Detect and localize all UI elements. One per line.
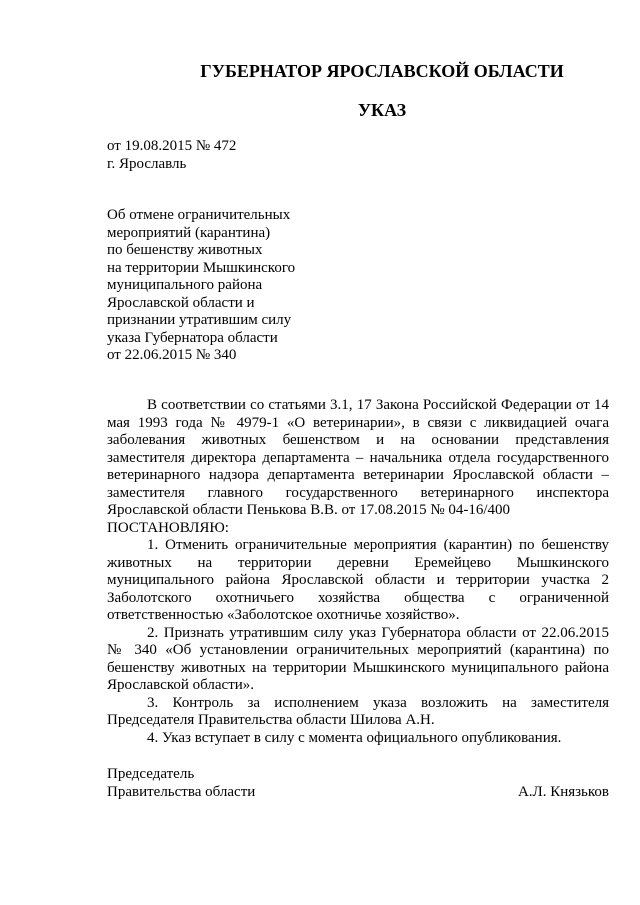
clause-2: 2. Признать утратившим силу указ Губернатора области от 22.06.2015 № 340 «Об установлении ограничительных мероприятий (карантина) по бешенству животных на территории Мышкинского муниципального района Ярославской области». (107, 624, 609, 693)
signatory-title-line-1: Председатель (107, 766, 195, 782)
subject-line: по бешенству животных (107, 242, 263, 258)
signature-block (107, 766, 609, 801)
document-meta (107, 138, 507, 173)
city: г. Ярославль (107, 155, 187, 172)
subject-line: от 22.06.2015 № 340 (107, 347, 237, 363)
date-number: от 19.08.2015 № 472 (107, 138, 237, 154)
clause-1: 1. Отменить ограничительные мероприятия (карантин) по бешенству животных на территории деревни Еремейцево Мышкинского муниципального района Ярославской области и территории участка 2 Заболотского охотничьего хозяйства общества с ограниченной ответственностью «Заболотское охотничье хозяйство». (107, 537, 609, 623)
signatory-title-line-2: Правительства области (107, 783, 256, 800)
clause-4: 4. Указ вступает в силу с момента официального опубликования. (147, 729, 562, 746)
subject-line: мероприятий (карантина) (107, 224, 271, 241)
signature-row (107, 784, 609, 802)
clause-3: 3. Контроль за исполнением указа возложить на заместителя Председателя Правительства области Шилова А.Н. (107, 694, 609, 728)
subject-line: муниципального района (107, 277, 263, 293)
signatory-name: А.Л. Князьков (517, 783, 609, 800)
subject-line: Об отмене ограничительных (107, 207, 291, 223)
subject-line: Ярославской области и (107, 294, 255, 311)
subject-line: указа Губернатора области (107, 329, 278, 346)
document-type: УКАЗ (357, 100, 407, 120)
resolve-keyword: ПОСТАНОВЛЯЮ: (107, 519, 229, 536)
document-body (107, 397, 609, 747)
subject-line: на территории Мышкинского (107, 259, 296, 276)
preamble-paragraph: В соответствии со статьями 3.1, 17 Закона Российской Федерации от 14 мая 1993 года № 4979-1 «О ветеринарии», в связи с ликвидацией очага заболевания животных бешенством и на основании представления заместителя директора департамента – начальника отдела государственного ветеринарного надзора департамента ветеринарии Ярославской области – заместителя главного государственного ветеринарного инспектора Ярославской области Пенькова В.В. от 17.08.2015 № 04-16/400 (107, 397, 609, 518)
document-authority: ГУБЕРНАТОР ЯРОСЛАВСКОЙ ОБЛАСТИ (200, 61, 564, 81)
subject-line: признании утратившим силу (107, 312, 292, 328)
document-subject (107, 207, 407, 365)
